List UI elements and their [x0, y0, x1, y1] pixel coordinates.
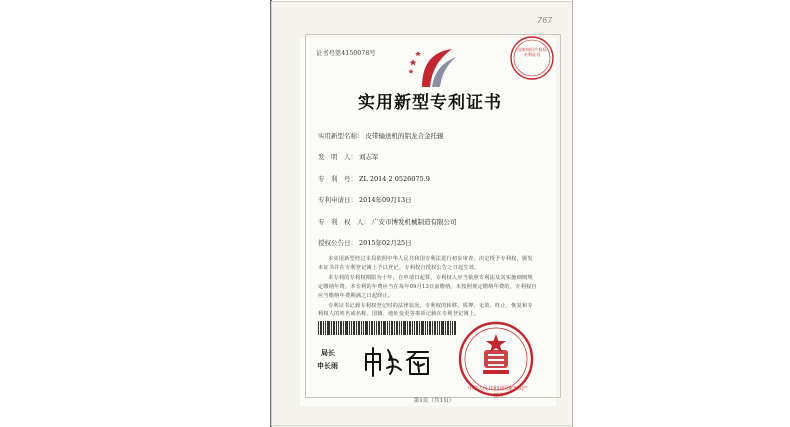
field-value: 2014年09月13日	[359, 196, 412, 204]
field-value: 皮带输送机的铝龙合金托辊	[365, 132, 444, 140]
barcode-icon	[318, 321, 456, 335]
field-grant-date	[318, 238, 412, 247]
page-footer: 第1页（共1页）	[413, 398, 455, 404]
red-seal-icon	[508, 34, 556, 82]
signature-title-director: 局长	[321, 348, 335, 357]
body-paragraph: 专利证书记载专利权登记时的法律状况。专利权的转移、质押、无效、终止、恢复和专利权人的姓名或名称、国籍、地址变更等事项记载在专利登记簿上。	[318, 302, 533, 318]
field-patent-number	[318, 174, 430, 183]
field-value: 2015年02月25日	[359, 239, 412, 247]
field-label: 专 利 权 人：	[318, 218, 370, 226]
field-label: 授权公告日：	[318, 239, 357, 247]
seal-top-text: 国家知识产权局专利证书	[517, 47, 547, 58]
field-label: 专 利 号：	[318, 175, 357, 183]
page-title: 实用新型专利证书	[358, 93, 502, 113]
patent-office-logo-icon	[408, 47, 460, 89]
field-inventor	[318, 152, 379, 161]
field-value: 广安市博发机械制造有限公司	[372, 218, 457, 226]
field-label: 实用新型名称：	[318, 132, 364, 140]
signature-name: 申长雨	[317, 361, 338, 370]
certificate-number: 证书号第4150078号	[316, 50, 376, 57]
signature-icon	[362, 342, 436, 378]
field-label: 专利申请日：	[318, 196, 357, 204]
seal-big-text: 中华人民共和国国家知识产权局	[468, 386, 529, 399]
body-paragraph: 本实用新型经过本局依照中华人民共和国专利法进行初步审查，决定授予专利权，颁发本证书并在专利登记簿上予以登记。专利权自授权公告之日起生效。	[318, 256, 533, 271]
handwritten-number: 767	[537, 16, 553, 25]
field-filing-date	[318, 195, 412, 204]
field-label: 发 明 人：	[318, 153, 357, 161]
body-paragraph: 本专利的专利权期限为十年，自申请日起算。专利权人应当依照专利法及其实施细则规定缴纳年费。本专利的年费应当在每年09月13日前缴纳。未按照规定缴纳年费的，专利权自应当缴纳年费期满之日起终止。	[318, 274, 537, 299]
field-value: 刘志军	[359, 153, 379, 161]
scan-right-edge	[572, 0, 573, 427]
field-patentee	[318, 217, 457, 226]
certificate-body	[318, 255, 538, 320]
field-utility-model-name	[318, 131, 444, 140]
field-value: ZL 2014 2 0526075.9	[359, 175, 430, 183]
